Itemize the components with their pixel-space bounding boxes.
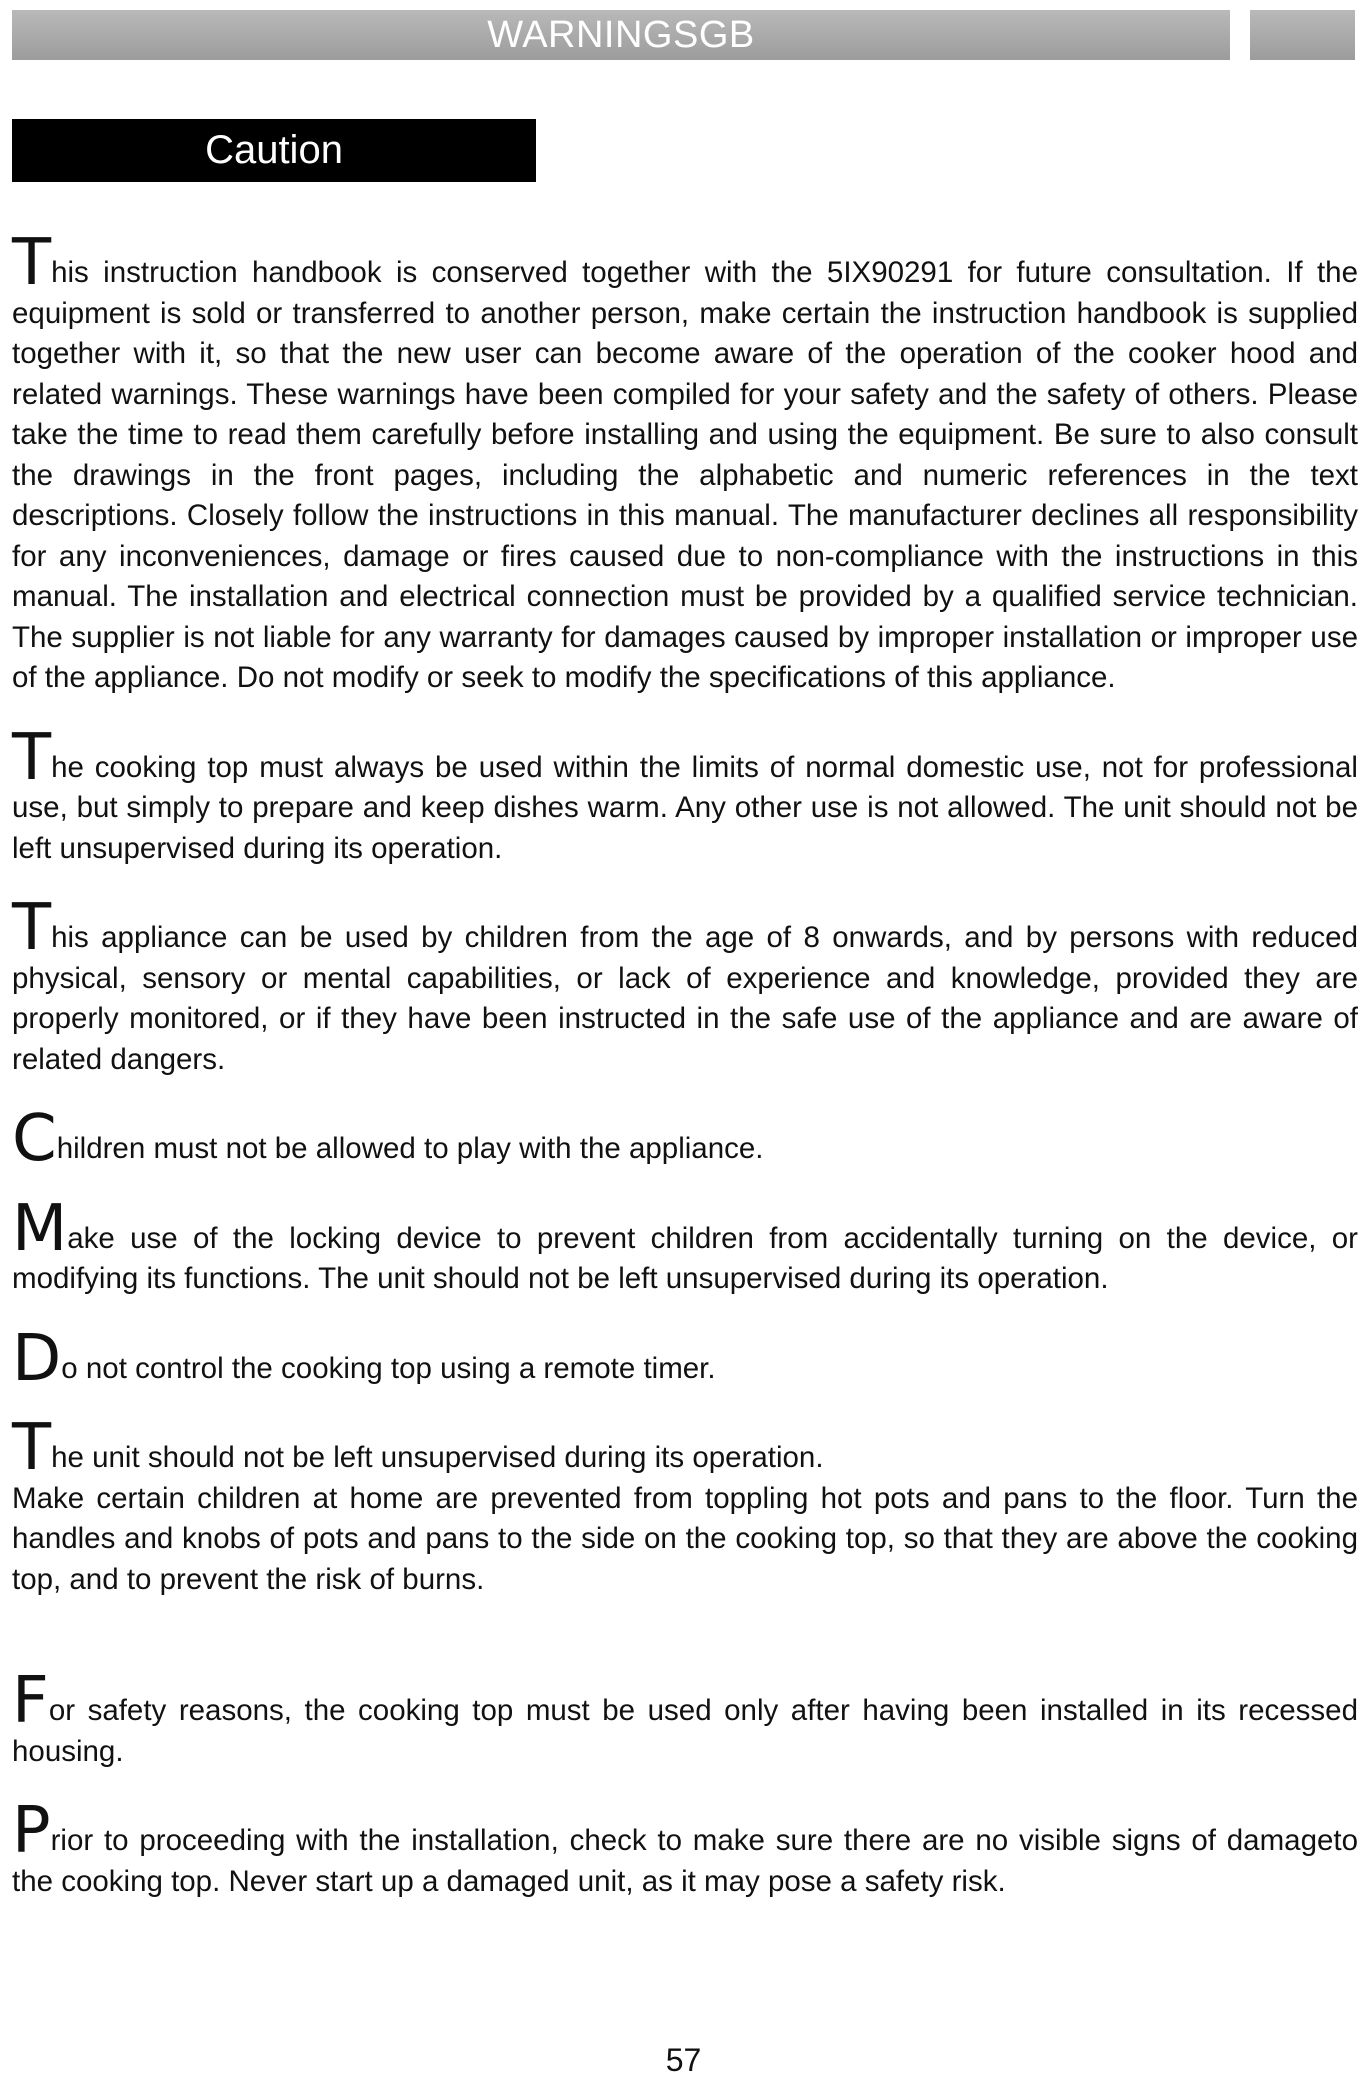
section-header: [12, 10, 1230, 60]
drop-cap: D: [12, 1321, 62, 1396]
paragraph-damage-check: [12, 1794, 1358, 1902]
paragraph-children-play: [12, 1102, 1358, 1176]
paragraph-children-age: [12, 891, 1358, 1080]
drop-cap: F: [12, 1664, 49, 1738]
warnings-body: [12, 226, 1358, 1946]
paragraph-text: he cooking top must always be used within the limits of normal domestic use, not for professional use, but simply to prepare and keep dishes warm. Any other use is not allowed. The unit should not be left unsupervised during its operation.: [12, 750, 1358, 865]
paragraph-text: ake use of the locking device to prevent children from accidentally turning on the device, or modifying its functions. The unit should not be left unsupervised during its operation.: [12, 1221, 1358, 1295]
drop-cap: T: [12, 226, 52, 300]
caution-label: Caution: [205, 128, 343, 172]
paragraph-text: he unit should not be left unsupervised during its operation.: [51, 1441, 824, 1474]
paragraph-pots-and-pans: [12, 1479, 1358, 1601]
paragraph-domestic-use: [12, 720, 1358, 870]
paragraph-text: his appliance can be used by children from the age of 8 onwards, and by persons with reduced physical, sensory or mental capabilities, or lack of experience and knowledge, provided they are properly monitored, or if they have been instructed in the safe use of the appliance and are aware of related dangers.: [12, 921, 1358, 1076]
paragraph-text: o not control the cooking top using a remote timer.: [61, 1351, 716, 1385]
paragraph-locking-device: [12, 1191, 1358, 1300]
paragraph-text: or safety reasons, the cooking top must be used only after having been installed in its recessed housing.: [12, 1694, 1358, 1768]
drop-cap: T: [12, 720, 52, 795]
drop-cap: P: [12, 1794, 51, 1868]
paragraph-unsupervised: [12, 1411, 1358, 1485]
section-title: WARNINGSGB: [487, 13, 755, 56]
paragraph-text: hildren must not be allowed to play with the appliance.: [56, 1132, 764, 1165]
drop-cap: M: [12, 1191, 68, 1266]
drop-cap: T: [12, 891, 52, 965]
paragraph-text: Make certain children at home are prevented from toppling hot pots and pans to the floor. Turn the handles and knobs of pots and pans to the side on the cooking top, so that they are above the cooking top, and to prevent the risk of burns.: [12, 1481, 1358, 1596]
paragraph-text: his instruction handbook is conserved together with the 5IX90291 for future consultation. If the equipment is sold or transferred to another person, make certain the instruction handbook is supplied together with it, so that the new user can become aware of the operation of the cooker hood and related warnings. These warnings have been compiled for your safety and the safety of others. Please take the time to read them carefully before installing and using the equipment. Be sure to also consult the drawings in the front pages, including the alphabetic and numeric references in the text descriptions. Closely follow the instructions in this manual. The manufacturer declines all responsibility for any inconveniences, damage or fires caused due to non-compliance with the instructions in this manual. The installation and electrical connection must be provided by a qualified service technician. The supplier is not liable for any warranty for damages caused by improper installation or improper use of the appliance. Do not modify or seek to modify the specifications of this appliance.: [12, 256, 1358, 694]
drop-cap: T: [12, 1411, 52, 1485]
caution-heading: [12, 119, 536, 182]
header-tab-block: [1250, 10, 1355, 60]
paragraph-text: rior to proceeding with the installation, check to make sure there are no visible signs of damageto the cooking top. Never start up a damaged unit, as it may pose a safety risk.: [12, 1824, 1358, 1898]
drop-cap: C: [12, 1102, 57, 1176]
paragraph-remote-timer: [12, 1321, 1358, 1396]
page-number: 57: [665, 2042, 702, 2078]
paragraph-recessed-housing: [12, 1664, 1358, 1772]
paragraph-handbook: [12, 226, 1358, 699]
